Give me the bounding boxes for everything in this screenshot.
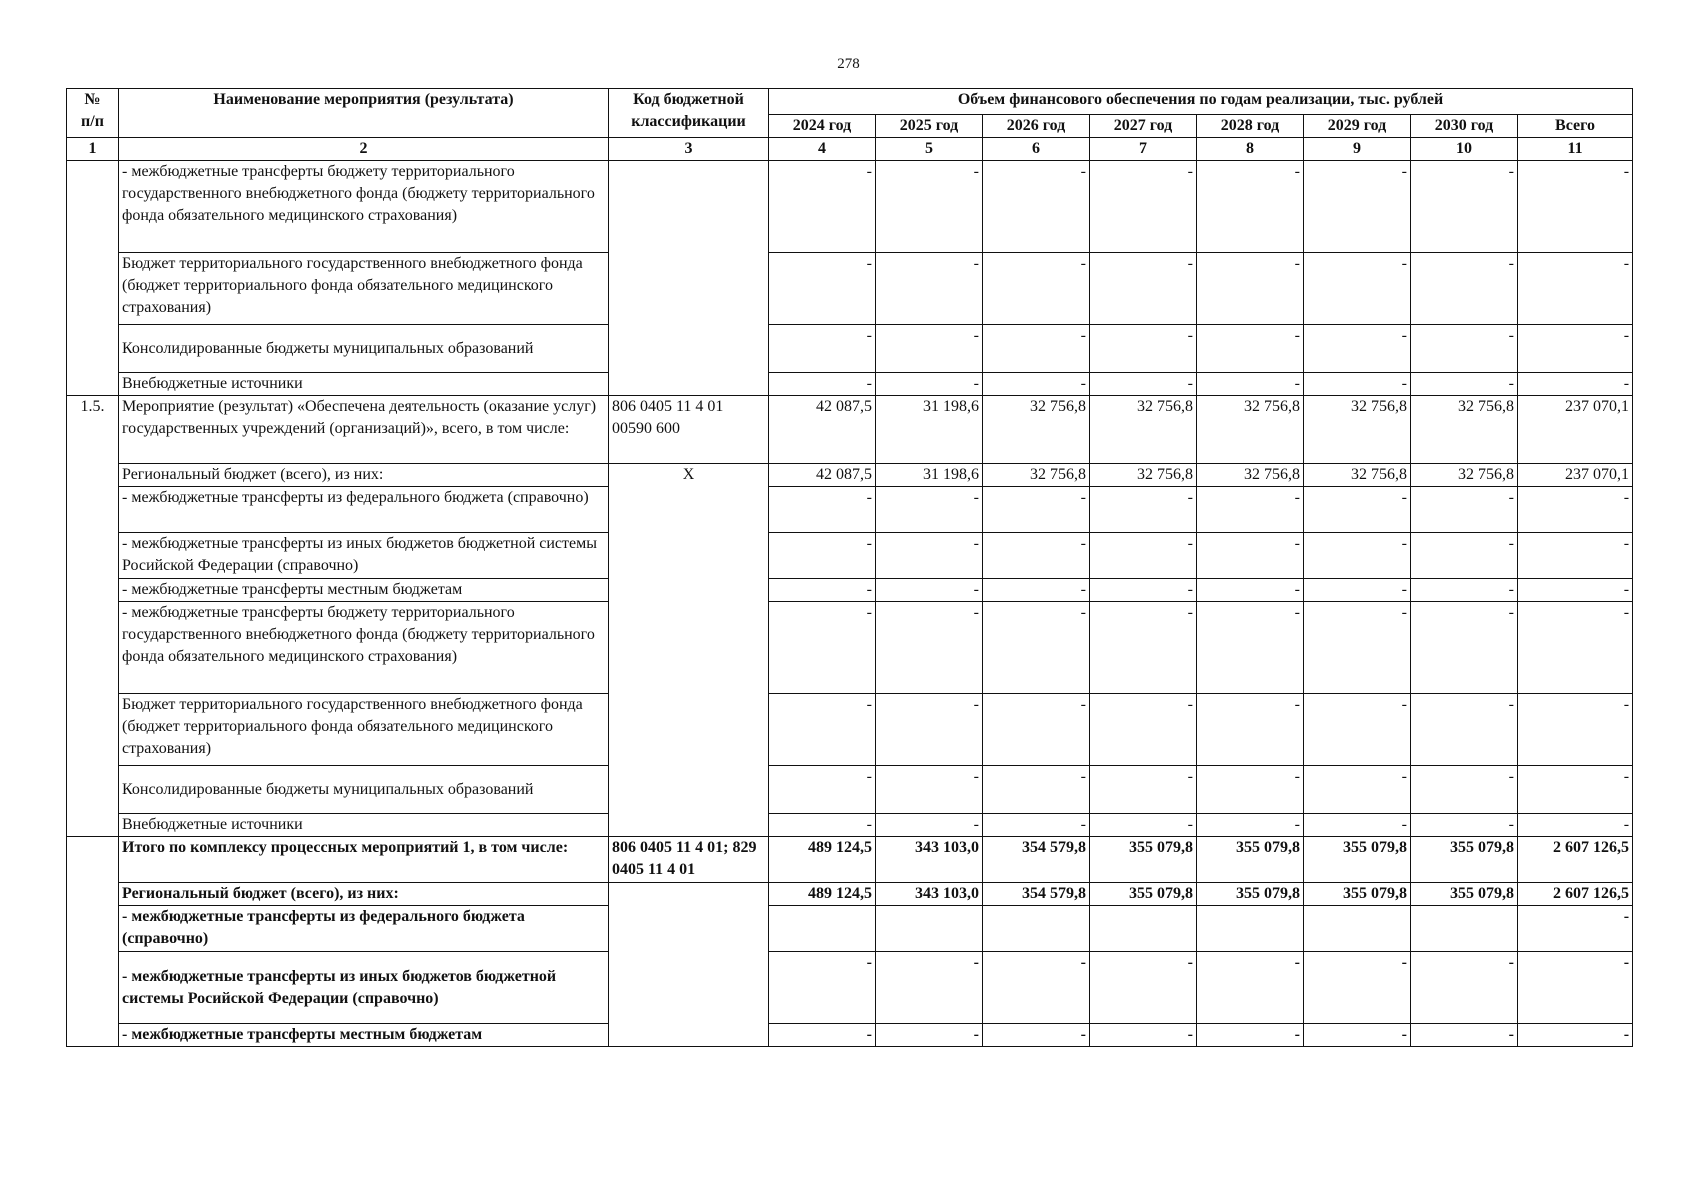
row-value: - [769, 952, 876, 1024]
row-value: - [876, 1024, 983, 1047]
row-value: - [1304, 579, 1411, 602]
row-value: - [876, 253, 983, 325]
row-value: - [1518, 766, 1633, 814]
row-value: 32 756,8 [1304, 464, 1411, 487]
row-value: - [876, 487, 983, 533]
row-value: - [1197, 373, 1304, 396]
row-value: - [1411, 694, 1518, 766]
table-row [67, 883, 1633, 906]
table-row [67, 161, 1633, 253]
col-index: 9 [1304, 138, 1411, 161]
row-value: - [1090, 325, 1197, 373]
col-index: 5 [876, 138, 983, 161]
row-value: - [983, 373, 1090, 396]
row-value: 32 756,8 [1411, 396, 1518, 464]
table-row [67, 602, 1633, 694]
row-value: - [1411, 1024, 1518, 1047]
table-row [67, 837, 1633, 883]
col-index: 11 [1518, 138, 1633, 161]
row-value: - [1197, 579, 1304, 602]
row-value: - [1090, 766, 1197, 814]
row-value: 489 124,5 [769, 837, 876, 883]
table-row [67, 814, 1633, 837]
row-value: - [1090, 579, 1197, 602]
row-value: - [769, 161, 876, 253]
table-row [67, 253, 1633, 325]
row-value: 489 124,5 [769, 883, 876, 906]
row-value: - [876, 533, 983, 579]
row-value: - [1304, 694, 1411, 766]
row-value: 355 079,8 [1411, 883, 1518, 906]
row-value [1411, 906, 1518, 952]
header-year: 2028 год [1197, 115, 1304, 138]
row-value: - [1197, 161, 1304, 253]
col-index: 8 [1197, 138, 1304, 161]
row-value: - [983, 694, 1090, 766]
row-value: - [769, 1024, 876, 1047]
row-value: - [983, 952, 1090, 1024]
row-name: - межбюджетные трансферты из иных бюджетов бюджетной системы Росийской Федерации (справочно) [119, 952, 609, 1024]
col-index: 1 [67, 138, 119, 161]
row-value: - [1197, 814, 1304, 837]
table-row [67, 694, 1633, 766]
row-value [1090, 906, 1197, 952]
row-value [1304, 906, 1411, 952]
row-value: - [1518, 906, 1633, 952]
table-row [67, 487, 1633, 533]
table-row [67, 464, 1633, 487]
row-value: - [1411, 373, 1518, 396]
table-row [67, 396, 1633, 464]
row-value: - [1090, 1024, 1197, 1047]
row-value: - [769, 766, 876, 814]
row-value: - [1304, 533, 1411, 579]
row-value: 355 079,8 [1304, 837, 1411, 883]
row-value: - [769, 694, 876, 766]
row-value: 355 079,8 [1090, 883, 1197, 906]
col-index: 7 [1090, 138, 1197, 161]
row-name: Региональный бюджет (всего), из них: [119, 464, 609, 487]
row-code [609, 883, 769, 1047]
row-value [876, 906, 983, 952]
row-name: - межбюджетные трансферты местным бюджетам [119, 579, 609, 602]
row-value: - [1197, 952, 1304, 1024]
row-name: Бюджет территориального государственного внебюджетного фонда (бюджет территориального фонда обязательного медицинского страхования) [119, 694, 609, 766]
table-row [67, 579, 1633, 602]
col-index: 6 [983, 138, 1090, 161]
row-value: 32 756,8 [1197, 396, 1304, 464]
row-value: 354 579,8 [983, 883, 1090, 906]
row-value: - [1518, 602, 1633, 694]
row-code: 806 0405 11 4 01 00590 600 [609, 396, 769, 464]
row-value: - [1518, 373, 1633, 396]
row-value: - [1090, 952, 1197, 1024]
row-code-x: X [609, 464, 769, 837]
row-value: - [769, 814, 876, 837]
row-value: - [1197, 325, 1304, 373]
header-year: 2029 год [1304, 115, 1411, 138]
row-name: Бюджет территориального государственного внебюджетного фонда (бюджет территориального фонда обязательного медицинского страхования) [119, 253, 609, 325]
row-value: - [1304, 487, 1411, 533]
row-value: - [1090, 694, 1197, 766]
row-value: - [1090, 602, 1197, 694]
row-value: - [769, 253, 876, 325]
row-value: - [1090, 487, 1197, 533]
row-value: - [1304, 373, 1411, 396]
row-value: - [1304, 766, 1411, 814]
row-value: - [876, 694, 983, 766]
row-value: 355 079,8 [1304, 883, 1411, 906]
column-index-row [67, 138, 1633, 161]
row-value: - [1304, 952, 1411, 1024]
row-name: Консолидированные бюджеты муниципальных образований [119, 766, 609, 814]
row-number: 1.5. [67, 396, 119, 837]
header-total: Всего [1518, 115, 1633, 138]
row-number [67, 837, 119, 1047]
row-name: Региональный бюджет (всего), из них: [119, 883, 609, 906]
row-value: 42 087,5 [769, 396, 876, 464]
row-value: - [769, 533, 876, 579]
row-number [67, 161, 119, 396]
row-value: - [1090, 814, 1197, 837]
row-value: 355 079,8 [1197, 883, 1304, 906]
header-name: Наименование мероприятия (результата) [119, 89, 609, 138]
page-number: 278 [837, 56, 860, 72]
row-value: - [1304, 161, 1411, 253]
row-value: 343 103,0 [876, 883, 983, 906]
table-row [67, 766, 1633, 814]
row-value: - [1304, 814, 1411, 837]
row-name: - межбюджетные трансферты местным бюджетам [119, 1024, 609, 1047]
table-row [67, 952, 1633, 1024]
row-value: - [1197, 602, 1304, 694]
row-value: - [1304, 325, 1411, 373]
row-value: - [1411, 325, 1518, 373]
col-index: 3 [609, 138, 769, 161]
row-value: - [769, 373, 876, 396]
row-value: - [769, 487, 876, 533]
row-value: - [983, 161, 1090, 253]
row-value: - [769, 325, 876, 373]
row-value: - [1518, 161, 1633, 253]
row-value: - [1518, 814, 1633, 837]
row-value: - [1304, 1024, 1411, 1047]
row-value: - [769, 602, 876, 694]
row-code: 806 0405 11 4 01; 829 0405 11 4 01 [609, 837, 769, 883]
row-name: Внебюджетные источники [119, 814, 609, 837]
row-value: - [983, 253, 1090, 325]
row-value: - [1411, 766, 1518, 814]
row-value: 2 607 126,5 [1518, 883, 1633, 906]
col-index: 2 [119, 138, 609, 161]
row-name: - межбюджетные трансферты из федерального бюджета (справочно) [119, 487, 609, 533]
row-value: 31 198,6 [876, 396, 983, 464]
row-name: Мероприятие (результат) «Обеспечена деятельность (оказание услуг) государственных учреждений (организаций)», всего, в том числе: [119, 396, 609, 464]
row-value: - [1518, 1024, 1633, 1047]
row-value: 31 198,6 [876, 464, 983, 487]
header-year: 2030 год [1411, 115, 1518, 138]
row-value: - [1411, 579, 1518, 602]
row-value: - [1090, 161, 1197, 253]
row-value: - [983, 533, 1090, 579]
row-value: 355 079,8 [1411, 837, 1518, 883]
row-value: - [1411, 253, 1518, 325]
row-value: - [1411, 487, 1518, 533]
row-name: - межбюджетные трансферты бюджету территориального государственного внебюджетного фонда (бюджету территориального фонда обязательного медицинского страхования) [119, 161, 609, 253]
row-value: - [983, 325, 1090, 373]
row-value: 355 079,8 [1197, 837, 1304, 883]
row-value: - [876, 579, 983, 602]
row-value: 343 103,0 [876, 837, 983, 883]
row-value: 32 756,8 [1197, 464, 1304, 487]
row-value: - [1518, 579, 1633, 602]
row-name: - межбюджетные трансферты из иных бюджетов бюджетной системы Росийской Федерации (справочно) [119, 533, 609, 579]
budget-table [66, 88, 1633, 1047]
table-row [67, 1024, 1633, 1047]
row-code [609, 161, 769, 396]
row-value: 42 087,5 [769, 464, 876, 487]
row-value: - [1197, 533, 1304, 579]
row-value: - [1411, 533, 1518, 579]
row-value: - [983, 766, 1090, 814]
row-value: - [983, 579, 1090, 602]
row-value: 237 070,1 [1518, 396, 1633, 464]
row-value: - [1518, 694, 1633, 766]
row-value: - [1411, 602, 1518, 694]
row-value: - [1518, 253, 1633, 325]
row-value: - [1090, 533, 1197, 579]
row-value: - [769, 579, 876, 602]
row-value: 355 079,8 [1090, 837, 1197, 883]
row-value [1197, 906, 1304, 952]
row-value: - [1197, 766, 1304, 814]
row-value: - [1411, 952, 1518, 1024]
row-value: - [876, 766, 983, 814]
table-row [67, 906, 1633, 952]
row-value: - [1518, 952, 1633, 1024]
row-value: - [876, 161, 983, 253]
header-funding: Объем финансового обеспечения по годам реализации, тыс. рублей [769, 89, 1633, 115]
row-name: Консолидированные бюджеты муниципальных образований [119, 325, 609, 373]
header-year: 2026 год [983, 115, 1090, 138]
header-code: Код бюджетной классификации [609, 89, 769, 138]
table-row [67, 533, 1633, 579]
table-row [67, 325, 1633, 373]
row-value: 32 756,8 [983, 396, 1090, 464]
row-value [983, 906, 1090, 952]
row-value: - [983, 602, 1090, 694]
row-value: - [1411, 161, 1518, 253]
row-value: - [1411, 814, 1518, 837]
row-value: - [1304, 602, 1411, 694]
row-value: - [1304, 253, 1411, 325]
row-name: Итого по комплексу процессных мероприятий 1, в том числе: [119, 837, 609, 883]
header-year: 2027 год [1090, 115, 1197, 138]
col-index: 10 [1411, 138, 1518, 161]
row-name: - межбюджетные трансферты из федерального бюджета (справочно) [119, 906, 609, 952]
row-value: - [1197, 253, 1304, 325]
row-value: - [876, 373, 983, 396]
row-value: - [876, 602, 983, 694]
row-value: 32 756,8 [1304, 396, 1411, 464]
row-value: - [876, 814, 983, 837]
row-value: 2 607 126,5 [1518, 837, 1633, 883]
row-value: - [1090, 253, 1197, 325]
row-value: - [1518, 487, 1633, 533]
header-year: 2025 год [876, 115, 983, 138]
row-value: 32 756,8 [983, 464, 1090, 487]
row-value: - [983, 814, 1090, 837]
row-value: 32 756,8 [1090, 464, 1197, 487]
row-value: - [1518, 325, 1633, 373]
row-name: - межбюджетные трансферты бюджету территориального государственного внебюджетного фонда (бюджету территориального фонда обязательного медицинского страхования) [119, 602, 609, 694]
row-value: - [1518, 533, 1633, 579]
row-name: Внебюджетные источники [119, 373, 609, 396]
header-row [67, 89, 1633, 115]
row-value: 32 756,8 [1090, 396, 1197, 464]
row-value: - [983, 1024, 1090, 1047]
table-row [67, 373, 1633, 396]
header-no: № п/п [67, 89, 119, 138]
row-value [769, 906, 876, 952]
row-value: - [1197, 694, 1304, 766]
row-value: - [876, 325, 983, 373]
row-value: - [1090, 373, 1197, 396]
row-value: 354 579,8 [983, 837, 1090, 883]
row-value: - [1197, 1024, 1304, 1047]
row-value: 237 070,1 [1518, 464, 1633, 487]
row-value: - [1197, 487, 1304, 533]
col-index: 4 [769, 138, 876, 161]
header-year: 2024 год [769, 115, 876, 138]
row-value: 32 756,8 [1411, 464, 1518, 487]
row-value: - [876, 952, 983, 1024]
row-value: - [983, 487, 1090, 533]
